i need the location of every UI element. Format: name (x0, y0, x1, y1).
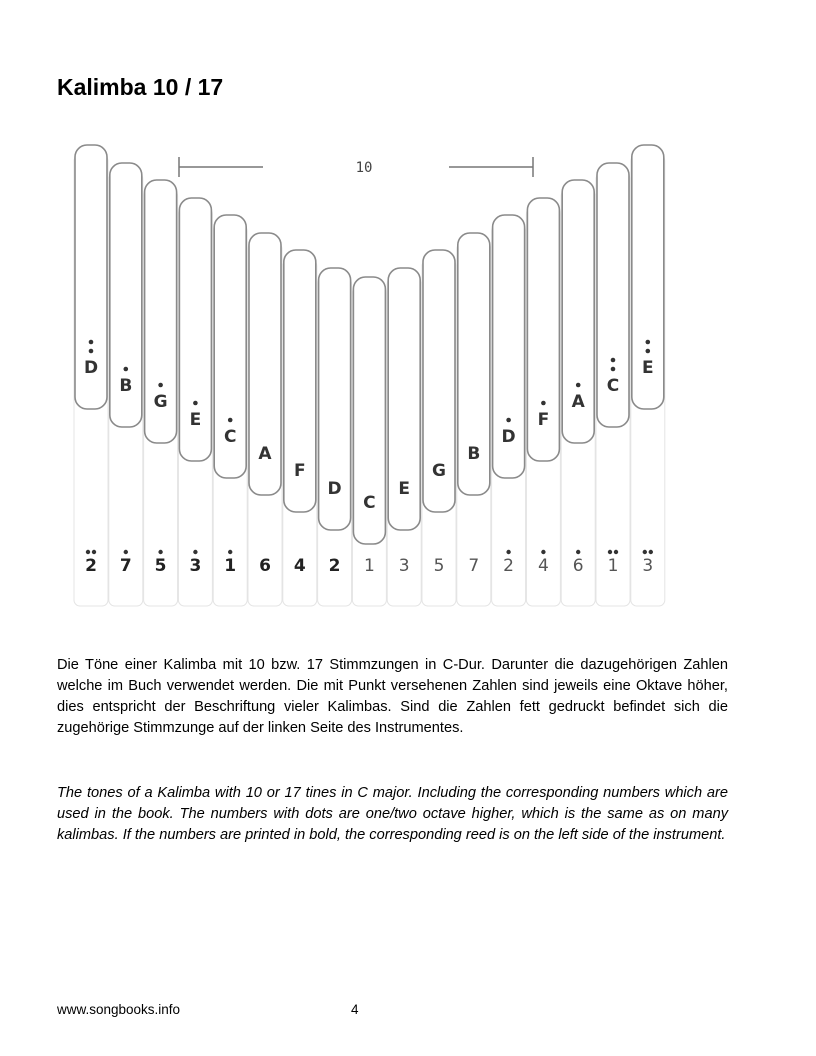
tine (596, 163, 630, 606)
number-dot (649, 550, 653, 554)
tine-number: 3 (642, 556, 654, 576)
note-label: F (537, 410, 550, 430)
tine (457, 233, 491, 606)
number-dot (506, 550, 510, 554)
number-dot (228, 550, 232, 554)
octave-dot (646, 340, 651, 345)
note-label: A (571, 392, 585, 412)
number-dot (158, 550, 162, 554)
tine-number: 6 (572, 556, 584, 576)
description-german: Die Töne einer Kalimba mit 10 bzw. 17 Stimmzungen in C-Dur. Darunter die dazugehörigen Zahlen welche im Buch verwendet werden. Die mit Punkt versehenen Zahlen sind jeweils eine Oktave höher, dies entspricht der Beschriftung vieler Kalimbas. Sind die Zahlen fett gedruckt befindet sich die zugehörige Stimmzunge auf der linken Seite des Instrumentes. (57, 657, 728, 736)
number-dot (643, 550, 647, 554)
octave-dot (158, 383, 163, 388)
note-label: D (83, 358, 99, 378)
tine (526, 198, 560, 606)
note-label: C (223, 427, 237, 447)
note-label: D (501, 427, 516, 447)
tine (352, 277, 386, 606)
tine-number: 6 (259, 556, 271, 576)
tine-number: 2 (328, 556, 341, 576)
octave-dot (228, 418, 233, 423)
note-label: C (606, 376, 620, 396)
note-label: B (467, 444, 481, 464)
number-dot (541, 550, 545, 554)
octave-dot (646, 349, 651, 354)
number-dot (92, 550, 96, 554)
note-label: A (258, 444, 272, 464)
tine-number: 7 (468, 556, 480, 576)
tine (561, 180, 595, 606)
tine (422, 250, 456, 606)
octave-dot (124, 367, 129, 372)
number-dot (86, 550, 90, 554)
page-title: Kalimba 10 / 17 (57, 74, 224, 100)
tine (318, 268, 352, 606)
number-dot (614, 550, 618, 554)
number-dot (124, 550, 128, 554)
note-label: B (119, 376, 133, 396)
octave-dot (611, 358, 616, 363)
tine (213, 215, 247, 606)
note-label: F (293, 461, 306, 481)
tine-number: 5 (433, 556, 445, 576)
note-label: G (432, 461, 446, 481)
tine-number: 7 (119, 556, 132, 576)
tine-number: 4 (293, 556, 306, 576)
tine-number: 2 (503, 556, 515, 576)
octave-dot (89, 349, 94, 354)
tine-number: 1 (607, 556, 619, 576)
tine-number: 5 (154, 556, 167, 576)
note-label: E (398, 479, 411, 499)
number-dot (608, 550, 612, 554)
number-dot (193, 550, 197, 554)
tine-number: 3 (398, 556, 410, 576)
tine (74, 145, 108, 606)
tine (631, 145, 665, 606)
octave-dot (89, 340, 94, 345)
note-label: E (189, 410, 202, 430)
page-number: 4 (351, 1002, 359, 1017)
tine (144, 180, 178, 606)
tine-number: 4 (537, 556, 549, 576)
footer-url: www.songbooks.info (57, 1002, 181, 1017)
note-label: E (641, 358, 654, 378)
tine (283, 250, 317, 606)
octave-dot (611, 367, 616, 372)
tine (492, 215, 526, 606)
tine-number: 1 (363, 556, 375, 576)
tines (74, 145, 665, 606)
note-label: C (363, 493, 376, 513)
octave-dot (541, 401, 546, 406)
octave-dot (506, 418, 511, 423)
range-indicator (179, 157, 533, 177)
tine (248, 233, 282, 606)
octave-dot (193, 401, 198, 406)
tine-number: 2 (85, 556, 97, 576)
tine (178, 198, 212, 606)
octave-dot (576, 383, 581, 388)
note-label: G (153, 392, 168, 412)
range-label: 10 (355, 160, 373, 176)
tine (387, 268, 421, 606)
tine (109, 163, 143, 606)
note-label: D (327, 479, 342, 499)
tine-number: 3 (189, 556, 202, 576)
description-english: The tones of a Kalimba with 10 or 17 tines in C major. Including the corresponding numbers which are used in the book. The numbers with dots are one/two octave higher, which is the same as on many kalimbas. If the numbers are printed in bold, the corresponding reed is on the left side of the instrument. (57, 785, 728, 843)
tine-number: 1 (224, 556, 237, 576)
number-dot (576, 550, 580, 554)
